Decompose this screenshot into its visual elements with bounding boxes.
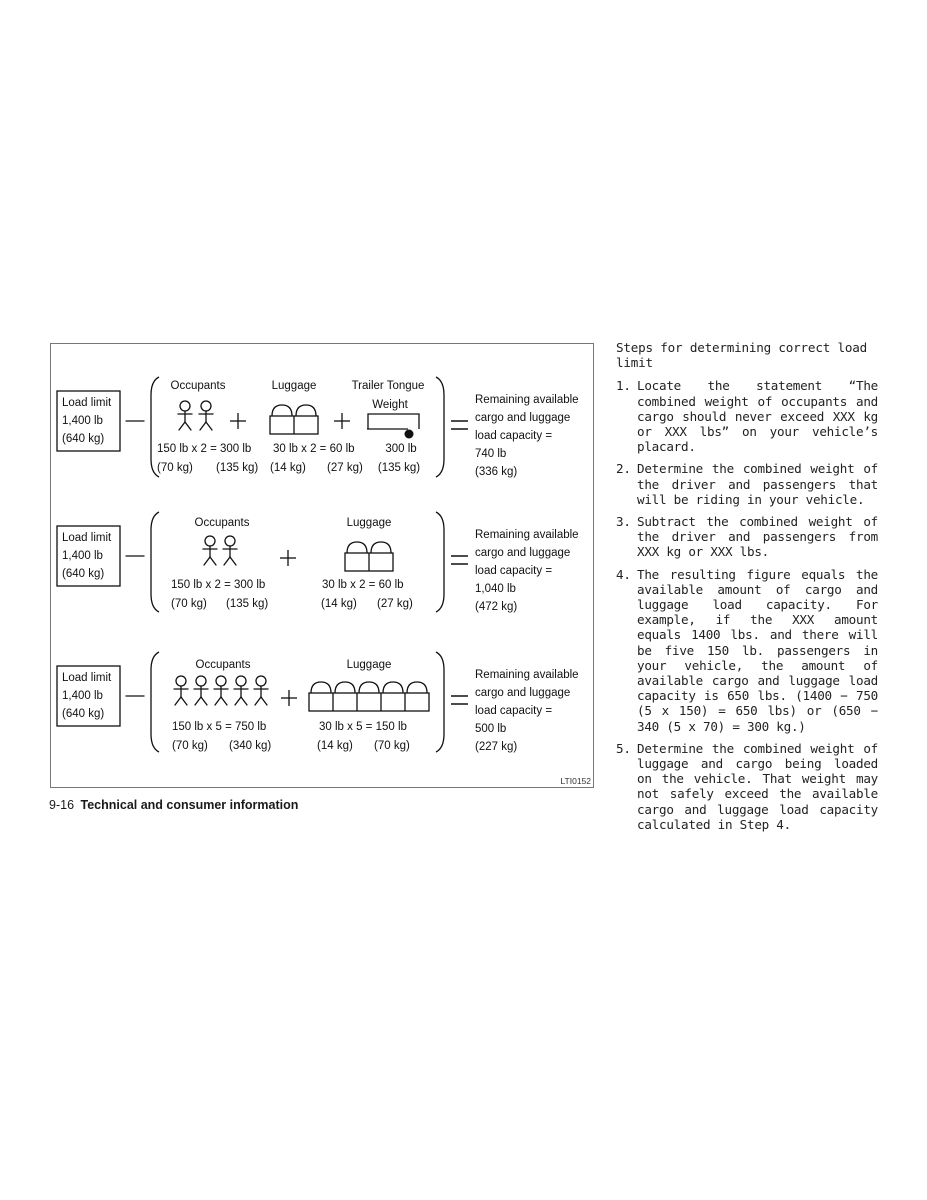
trailer-outline	[368, 414, 419, 429]
step-item	[616, 741, 878, 832]
result-text: (472 kg)	[475, 601, 518, 613]
load-limit-text: 1,400 lb	[62, 415, 103, 427]
luggage-calc: 30 lb x 2 = 60 lb	[273, 443, 355, 455]
step-number: 2.	[616, 461, 631, 477]
equals-icon	[451, 421, 468, 429]
person-head	[225, 536, 235, 546]
luggage-handle	[335, 682, 355, 693]
luggage-kg-each: (14 kg)	[270, 462, 306, 474]
load-limit-text: (640 kg)	[62, 433, 105, 445]
person-stroke	[241, 697, 247, 705]
trailer-weight-label: Weight	[372, 399, 408, 411]
left-bracket-icon	[151, 652, 159, 752]
person-head	[256, 676, 266, 686]
luggage-label: Luggage	[346, 517, 392, 529]
luggage-icon	[345, 542, 393, 571]
person-stroke	[201, 697, 207, 705]
step-item	[616, 514, 878, 560]
person-head	[205, 536, 215, 546]
step-text: The resulting figure equals the available amount of cargo and luggage load capacity. For example, if the XXX amount equals 1400 lbs. and there will be five 150 lb. passengers in your vehicle, the amount of available cargo and luggage load capacity is 650 lbs. (1400 − 750 (5 x 150) = 650 lbs) or (650 − 340 (5 x 70) = 300 kg.)	[637, 566, 878, 734]
person-icon	[194, 676, 208, 705]
load-limit-text: 1,400 lb	[62, 690, 103, 702]
occupants-label: Occupants	[170, 380, 226, 392]
result-text: (336 kg)	[475, 466, 518, 478]
luggage-handle	[359, 682, 379, 693]
step-number: 5.	[616, 740, 631, 756]
luggage-handle	[371, 542, 391, 553]
result-text: load capacity =	[475, 705, 553, 717]
trailer-kg: (135 kg)	[377, 462, 421, 474]
step-number: 3.	[616, 514, 631, 530]
occupants-label: Occupants	[194, 517, 250, 529]
person-icon	[254, 676, 268, 705]
luggage-handle	[272, 405, 292, 416]
luggage-calc: 30 lb x 2 = 60 lb	[322, 579, 404, 591]
result-text: cargo and luggage	[475, 547, 571, 559]
occupants-label: Occupants	[195, 659, 251, 671]
figure-code: LTI0152	[560, 776, 591, 786]
occupants-calc: 150 lb x 5 = 750 lb	[172, 721, 267, 733]
hitch-ball	[405, 430, 414, 439]
step-item	[616, 378, 878, 454]
person-icon	[234, 676, 248, 705]
luggage-kg-total: (27 kg)	[327, 462, 363, 474]
result-text: 500 lb	[475, 723, 507, 735]
occupants-calc: 150 lb x 2 = 300 lb	[157, 443, 252, 455]
load-limit-text: 1,400 lb	[62, 550, 103, 562]
luggage-label: Luggage	[346, 659, 392, 671]
step-item	[616, 461, 878, 507]
result-text: 1,040 lb	[475, 583, 516, 595]
result-text: load capacity =	[475, 430, 553, 442]
load-limit-diagram	[51, 344, 595, 789]
step-text: Determine the combined weight of luggage and cargo being loaded on the vehicle. That weight may not safely exceed the available cargo and luggage load capacity calculated in Step 4.	[637, 740, 878, 832]
luggage-calc: 30 lb x 5 = 150 lb	[319, 721, 407, 733]
occupants-kg-total: (135 kg)	[226, 598, 269, 610]
equals-icon	[451, 556, 468, 564]
trailer-calc: 300 lb	[385, 443, 417, 455]
person-head	[236, 676, 246, 686]
luggage-kg-total: (27 kg)	[377, 598, 413, 610]
person-stroke	[206, 422, 212, 430]
luggage-icon	[309, 682, 429, 711]
result-text: Remaining available	[475, 529, 579, 541]
trailer-tongue-label: Trailer Tongue	[351, 380, 425, 392]
page-number: 9-16	[49, 798, 75, 812]
right-bracket-icon	[436, 652, 444, 752]
occupants-kg-each: (70 kg)	[172, 740, 208, 752]
step-number: 4.	[616, 566, 631, 582]
person-icon	[174, 676, 188, 705]
luggage-label: Luggage	[271, 380, 317, 392]
steps-heading: Steps for determining correct load limit	[616, 340, 867, 371]
person-head	[176, 676, 186, 686]
result-text: cargo and luggage	[475, 687, 571, 699]
plus-icon	[230, 413, 246, 429]
result-text: Remaining available	[475, 669, 579, 681]
person-stroke	[221, 697, 227, 705]
person-head	[196, 676, 206, 686]
result-text: Remaining available	[475, 394, 579, 406]
step-item	[616, 567, 878, 734]
occupants-kg-each: (70 kg)	[157, 462, 193, 474]
occupants-kg-each: (70 kg)	[171, 598, 207, 610]
result-text: cargo and luggage	[475, 412, 571, 424]
person-icon	[199, 401, 213, 430]
person-head	[216, 676, 226, 686]
result-text: (227 kg)	[475, 741, 518, 753]
luggage-handle	[407, 682, 427, 693]
result-text: 740 lb	[475, 448, 507, 460]
person-stroke	[230, 557, 236, 565]
person-stroke	[235, 697, 241, 705]
person-stroke	[175, 697, 181, 705]
occupants-calc: 150 lb x 2 = 300 lb	[171, 579, 266, 591]
person-stroke	[200, 422, 206, 430]
person-stroke	[179, 422, 185, 430]
luggage-kg-total: (70 kg)	[374, 740, 410, 752]
person-head	[201, 401, 211, 411]
person-icon	[203, 536, 217, 565]
plus-icon	[334, 413, 350, 429]
luggage-handle	[347, 542, 367, 553]
person-stroke	[181, 697, 187, 705]
person-stroke	[261, 697, 267, 705]
plus-icon	[281, 690, 297, 706]
load-limit-text: Load limit	[62, 397, 112, 409]
page-footer	[49, 798, 298, 812]
person-icon	[178, 401, 192, 430]
load-limit-text: (640 kg)	[62, 708, 105, 720]
luggage-kg-each: (14 kg)	[317, 740, 353, 752]
luggage-kg-each: (14 kg)	[321, 598, 357, 610]
person-stroke	[224, 557, 230, 565]
person-head	[180, 401, 190, 411]
person-stroke	[204, 557, 210, 565]
load-limit-text: Load limit	[62, 532, 112, 544]
steps-column	[616, 340, 878, 839]
steps-list	[616, 378, 878, 832]
result-text: load capacity =	[475, 565, 553, 577]
person-icon	[214, 676, 228, 705]
section-title: Technical and consumer information	[80, 798, 299, 812]
step-number: 1.	[616, 378, 631, 394]
trailer-hitch-icon	[367, 414, 419, 439]
occupants-kg-total: (135 kg)	[216, 462, 259, 474]
plus-icon	[280, 550, 296, 566]
right-bracket-icon	[436, 512, 444, 612]
step-text: Subtract the combined weight of the driver and passengers from XXX kg or XXX lbs.	[637, 514, 878, 560]
person-stroke	[185, 422, 191, 430]
luggage-icon	[270, 405, 318, 434]
luggage-handle	[311, 682, 331, 693]
load-limit-text: (640 kg)	[62, 568, 105, 580]
right-bracket-icon	[436, 377, 444, 477]
person-icon	[223, 536, 237, 565]
step-text: Determine the combined weight of the driver and passengers that will be riding in your vehicle.	[637, 461, 878, 507]
person-stroke	[255, 697, 261, 705]
load-limit-text: Load limit	[62, 672, 112, 684]
left-bracket-icon	[151, 512, 159, 612]
luggage-handle	[383, 682, 403, 693]
person-stroke	[210, 557, 216, 565]
equals-icon	[451, 696, 468, 704]
load-limit-figure	[50, 343, 594, 788]
occupants-kg-total: (340 kg)	[229, 740, 272, 752]
luggage-box	[309, 693, 429, 711]
person-stroke	[215, 697, 221, 705]
luggage-handle	[296, 405, 316, 416]
person-stroke	[195, 697, 201, 705]
step-text: Locate the statement “The combined weight of occupants and cargo should never exceed XXX kg or XXX lbs” on your vehicle’s placard.	[637, 378, 878, 455]
